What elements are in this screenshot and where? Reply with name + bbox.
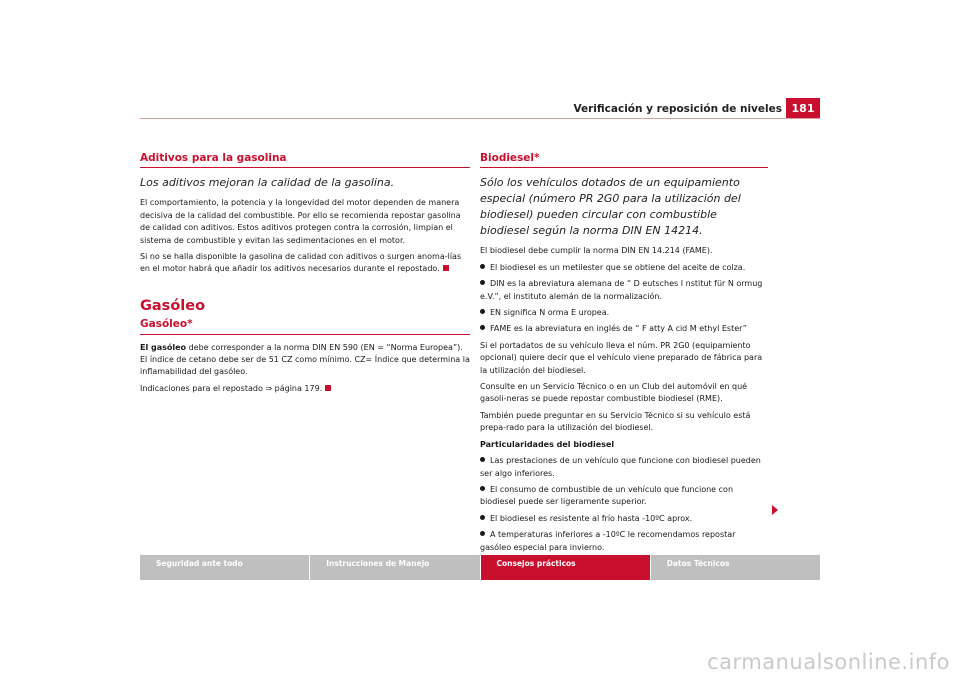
bullet-icon <box>480 325 485 330</box>
subheading-particularidades: Particularidades del biodiesel <box>480 439 615 449</box>
page-number: 181 <box>786 98 820 119</box>
section-title-aditivos: Aditivos para la gasolina <box>140 152 470 168</box>
end-of-section-icon <box>443 265 449 271</box>
end-of-section-icon <box>325 385 331 391</box>
paragraph: El biodiesel debe cumplir la norma DIN EN 14.214 (FAME). <box>480 246 713 256</box>
paragraph: Consulte en un Servicio Técnico o en un Club del automóvil en qué gasoli-neras se puede repostar combustible biodiesel (RME). <box>480 382 748 404</box>
left-column <box>140 152 470 399</box>
bullet-icon <box>480 486 485 491</box>
list-item: El biodiesel es un metilester que se obtiene del aceite de colza. <box>480 262 768 274</box>
list-item: El consumo de combustible de un vehículo que funcione con biodiesel puede ser ligeramente superior. <box>480 484 734 507</box>
list-item: FAME es la abreviatura en inglés de “ F atty A cid M ethyl Ester” <box>480 323 768 335</box>
list-item: EN significa N orma E uropea. <box>480 307 768 319</box>
bullet-icon <box>480 531 485 536</box>
bullet-icon <box>480 280 485 285</box>
paragraph: El gasóleo debe corresponder a la norma DIN EN 590 (EN = “Norma Europea”). El índice de cetano debe ser de 51 CZ como mínimo. CZ= Índice que determina la inflamabilidad del gasóleo. <box>140 342 470 377</box>
list-item: El biodiesel es resistente al frío hasta -10ºC aprox. <box>480 513 768 525</box>
tab-datos[interactable]: Datos Técnicos <box>651 555 820 580</box>
section-title-biodiesel: Biodiesel* <box>480 152 768 168</box>
tab-instrucciones[interactable]: Instrucciones de Manejo <box>310 555 479 580</box>
tab-consejos[interactable]: Consejos prácticos <box>481 555 650 580</box>
footer-nav <box>140 555 820 580</box>
section-lead-biodiesel: Sólo los vehículos dotados de un equipamiento especial (número PR 2G0 para la utilización del biodiesel) pueden circular con combustible biodiesel según la norma DIN EN 14214. <box>480 176 741 238</box>
header-divider <box>140 118 820 119</box>
paragraph: Si el portadatos de su vehículo lleva el núm. PR 2G0 (equipamiento opcional) quiere decir que el vehículo viene preparado de fábrica para la utilización del biodiesel. <box>480 340 763 375</box>
bullet-icon <box>480 457 485 462</box>
paragraph-page-reference[interactable]: Indicaciones para el repostado ⇒ página 179. <box>140 383 470 395</box>
paragraph: El comportamiento, la potencia y la longevidad del motor dependen de manera decisiva de la calidad del combustible. Por ello se recomienda repostar gasolina de calidad con aditivos. Estos aditivos protegen contra la corrosión, limpian el sistema de combustible y evitan las sedimentaciones en el motor. <box>140 198 461 245</box>
tab-seguridad[interactable]: Seguridad ante todo <box>140 555 309 580</box>
watermark: carmanualsonline.info <box>707 650 950 674</box>
section-lead-aditivos: Los aditivos mejoran la calidad de la gasolina. <box>140 176 395 190</box>
list-item: A temperaturas inferiores a -10ºC le recomendamos repostar gasóleo especial para invierno. <box>480 530 736 552</box>
right-column <box>480 152 768 558</box>
bullet-icon <box>480 264 485 269</box>
continue-arrow-icon <box>772 505 778 515</box>
section-title-gasoleo: Gasóleo* <box>140 318 470 334</box>
page-header-title: Verificación y reposición de niveles <box>573 103 782 115</box>
list-item: Las prestaciones de un vehículo que funcione con biodiesel pueden ser algo inferiores. <box>480 456 761 478</box>
chapter-title-gasoleo: Gasóleo <box>140 297 206 314</box>
paragraph: También puede preguntar en su Servicio Técnico si su vehículo está prepa-rado para la utilización del biodiesel. <box>480 410 751 433</box>
bullet-icon <box>480 515 485 520</box>
list-item: DIN es la abreviatura alemana de “ D eutsches I nstitut für N ormug e.V.”, el instituto alemán de la normalización. <box>480 279 763 301</box>
paragraph: Si no se halla disponible la gasolina de calidad con aditivos o surgen anoma-lías en el motor habrá que añadir los aditivos necesarios durante el repostado. <box>140 252 462 274</box>
bullet-icon <box>480 309 485 314</box>
